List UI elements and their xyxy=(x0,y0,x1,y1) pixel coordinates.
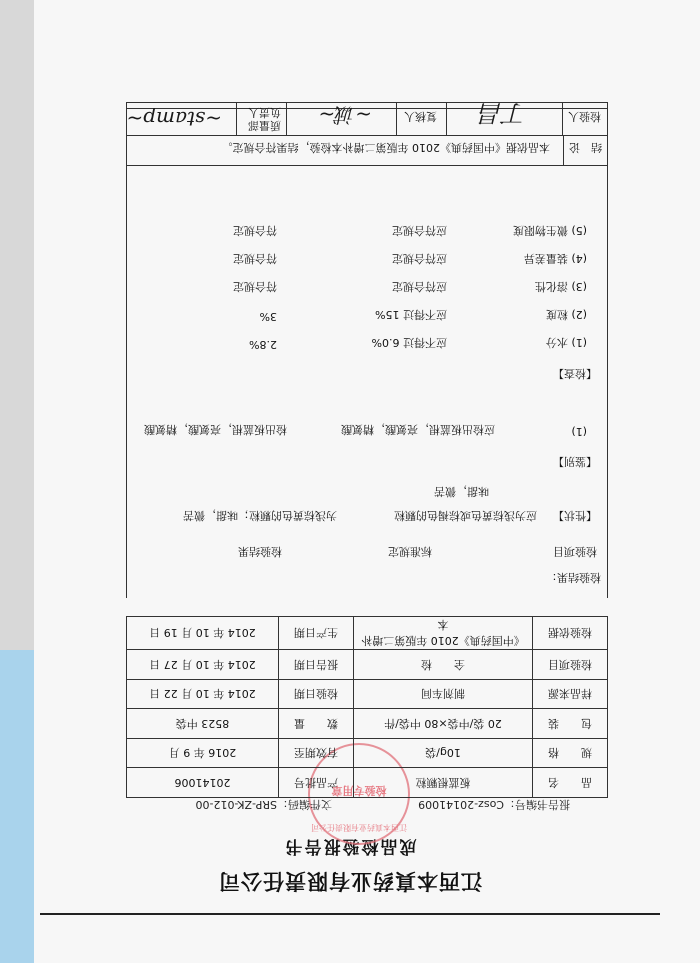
properties-standard-line1: 应为浅棕黄色或棕褐色的颗粒 xyxy=(394,509,537,522)
check-result: 符合规定 xyxy=(233,280,277,293)
info-row xyxy=(127,709,608,739)
info-label: 包 装 xyxy=(533,709,608,739)
col-item-header: 检验项目 xyxy=(553,545,597,558)
check-item: (4) 装量差异 xyxy=(523,252,587,265)
check-item: (2) 粒度 xyxy=(545,308,587,321)
info-label: 产品批号 xyxy=(279,768,354,798)
inspector-label: 检验人 xyxy=(568,110,601,123)
check-standard: 应不得过 15% xyxy=(375,308,447,321)
properties-result: 为浅棕黄色的颗粒；味甜，微苦 xyxy=(183,509,337,522)
signature-row xyxy=(126,99,608,136)
check-standard: 应符合规定 xyxy=(392,224,447,237)
section-checks: 【检查】 xyxy=(553,367,597,380)
conclusion-text: 本品依据《中国药典》2010 年版第二增补本检验，结果符合规定。 xyxy=(221,141,550,154)
seal-center-text: 检验专用章 xyxy=(331,784,387,797)
report-title: 成品检验报告书 xyxy=(283,836,417,856)
info-label: 检验项目 xyxy=(533,650,608,680)
check-standard: 应符合规定 xyxy=(392,252,447,265)
inspector-signature: 丁昌 xyxy=(479,99,527,127)
info-value: 20 袋/中袋×80 中袋/件 xyxy=(354,709,533,739)
section-identification: 【鉴别】 xyxy=(553,455,597,468)
info-label: 品 名 xyxy=(533,768,608,798)
results-heading: 检验结果： xyxy=(546,571,601,584)
check-standard: 应符合规定 xyxy=(392,280,447,293)
identification-result: 检出板蓝根，亮氨酸，精氨酸 xyxy=(144,423,287,436)
check-standard: 应不得过 6.0% xyxy=(371,336,447,349)
info-value: 板蓝根颗粒 xyxy=(354,768,533,798)
info-value: 2014 年 10 月 22 日 xyxy=(127,680,279,710)
top-border-line xyxy=(40,913,660,915)
results-section xyxy=(126,108,608,598)
check-item: (3) 溶化性 xyxy=(534,280,587,293)
identification-number: (1) xyxy=(571,425,587,438)
info-value: 全 检 xyxy=(354,650,533,680)
info-label: 规 格 xyxy=(533,739,608,769)
check-result: 符合规定 xyxy=(233,252,277,265)
seal-ring-text: 江西本真药业有限责任公司 xyxy=(311,823,407,832)
conclusion-row xyxy=(126,135,608,166)
report-number: 报告书编号：Cosz-20141009 xyxy=(418,798,570,811)
info-row xyxy=(127,617,608,650)
conclusion-label: 结 论 xyxy=(569,141,602,154)
info-label: 有效期至 xyxy=(279,739,354,769)
file-code: 文件编码：SRP-ZK-012-00 xyxy=(195,798,332,811)
checker-signature: ~诚~ xyxy=(318,103,372,127)
info-row xyxy=(127,680,608,710)
info-label: 检验依据 xyxy=(533,617,608,650)
qa-manager-label: 质量部负责人 xyxy=(248,106,281,132)
info-label: 样品来源 xyxy=(533,680,608,710)
info-value: 制剂车间 xyxy=(354,680,533,710)
info-row xyxy=(127,768,608,798)
info-row xyxy=(127,650,608,680)
check-item: (5) 微生物限度 xyxy=(512,224,587,237)
info-value: 《中国药典》2010 年版第二增补本 xyxy=(354,617,533,650)
check-result: 3% xyxy=(259,310,277,323)
info-value: 2016 年 9 月 xyxy=(127,739,279,769)
info-value: 20141006 xyxy=(127,768,279,798)
col-standard-header: 标准规定 xyxy=(388,545,432,558)
info-label: 生产日期 xyxy=(279,617,354,650)
info-value: 2014 年 10 月 27 日 xyxy=(127,650,279,680)
product-info-table xyxy=(126,617,608,799)
col-result-header: 检验结果 xyxy=(238,545,282,558)
section-properties: 【性状】 xyxy=(553,509,597,522)
check-result: 符合规定 xyxy=(233,224,277,237)
qa-manager-signature: ~stamp~ xyxy=(126,107,222,131)
identification-standard: 应检出板蓝根，亮氨酸，精氨酸 xyxy=(341,423,495,436)
info-label: 数 量 xyxy=(279,709,354,739)
checker-label: 复核人 xyxy=(404,110,437,123)
properties-standard-line2: 味甜，微苦 xyxy=(434,485,489,498)
info-value: 2014 年 10 月 19 日 xyxy=(127,617,279,650)
check-result: 2.8% xyxy=(249,338,277,351)
info-label: 报告日期 xyxy=(279,650,354,680)
info-label: 检验日期 xyxy=(279,680,354,710)
check-item: (1) 水分 xyxy=(545,336,587,349)
info-value: 8523 中袋 xyxy=(127,709,279,739)
info-row xyxy=(127,739,608,769)
company-name: 江西本真药业有限责任公司 xyxy=(218,869,482,893)
info-value: 10g/袋 xyxy=(354,739,533,769)
